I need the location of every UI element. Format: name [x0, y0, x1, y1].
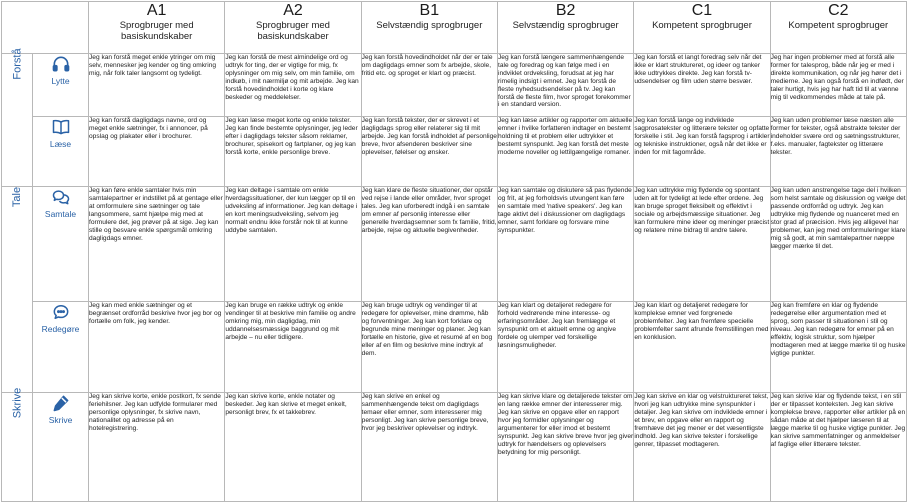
descriptor-cell	[770, 116, 906, 186]
descriptor-cell	[361, 54, 497, 117]
descriptor-cell	[770, 302, 906, 393]
descriptor-cell	[89, 116, 225, 186]
descriptor-text: Jeg kan samtale og diskutere så pas flydende og frit, at jeg forholdsvis utvungent kan føre en samtale med 'native speakers'. Jeg kan tage aktivt del i diskussioner om dagligdags emner, samt forklare og forsvare mine synspunkter.	[497, 187, 632, 234]
descriptor-text: Jeg kan læse artikler og rapporter om aktuelle emner i hvilke forfatteren indtager en bestemt holdning til et problem eller udtrykker et bestemt synspunkt. Jeg kan forstå det meste moderne noveller og lettilgængelige romaner.	[497, 116, 633, 156]
descriptor-cell	[497, 116, 633, 186]
category-label: Forstå	[11, 48, 24, 80]
skill-label: Læse	[49, 138, 72, 149]
descriptor-cell	[634, 393, 770, 502]
category-skrive	[2, 388, 33, 502]
descriptor-text: Jeg kan skrive korte, enkle notater og beskeder. Jeg kan skrive et meget enkelt, personligt brev, fx et takkebrev.	[225, 393, 347, 417]
open-book-icon	[51, 117, 71, 137]
descriptor-cell	[361, 302, 497, 393]
descriptor-text: Jeg kan deltage i samtale om enkle hverdagssituationer, der kun lægger op til en udveksling af informationer. Jeg kan deltage i en kort meningsudveksling, selvom jeg normalt endnu ikke forstår nok til at kunne uddybe samtalen.	[225, 187, 358, 234]
level-header-a1	[89, 2, 225, 54]
level-code: B2	[555, 2, 576, 19]
descriptor-cell	[770, 187, 906, 302]
chat-bubble-icon	[51, 302, 71, 322]
descriptor-cell	[770, 54, 906, 117]
descriptor-text: Jeg kan klart og detaljeret redegøre for forhold vedrørende mine interesse- og erfaringsområder. Jeg kan fremlægge et synspunkt om et aktuelt emne og angive fordele og ulemper ved forskellige løsningsmuligheder.	[497, 302, 617, 349]
descriptor-cell	[634, 54, 770, 117]
descriptor-text: Jeg kan skrive en enkel og sammenhængende tekst om dagligdags temaer eller emner, som interesserer mig personligt. Jeg kan skrive personlige breve, hvor jeg beskriver oplevelser og indtryk.	[361, 393, 489, 433]
level-code: A1	[146, 2, 167, 19]
descriptor-cell	[361, 116, 497, 186]
descriptor-cell	[361, 393, 497, 502]
descriptor-text: Jeg kan forstå lange og indviklede sagprosatekster og litterære tekster og opfatte forskelle i stil. Jeg kan forstå fagsprog i artikler og tekniske instruktioner, også når det ikke er inden for mit fagområde.	[634, 116, 770, 156]
descriptor-cell	[497, 393, 633, 502]
level-code: C1	[691, 2, 713, 19]
descriptor-cell	[497, 187, 633, 302]
pen-icon	[51, 393, 71, 413]
skill-row-lytte	[2, 54, 907, 117]
descriptor-text: Jeg kan skrive korte, enkle postkort, fx sende feriehilsner. Jeg kan udfylde formularer med personlige oplysninger, fx skrive navn, nationalitet og adresse på en hotelregistrering.	[89, 393, 221, 433]
skill-row-skrive	[2, 393, 907, 502]
level-header-a2	[225, 2, 361, 54]
descriptor-cell	[89, 187, 225, 302]
descriptor-text: Jeg kan uden problemer læse næsten alle former for tekster, også abstrakte tekster der indeholder svære ord og sætningsstrukturer, f.eks. manualer, fagtekster og litterære tekster.	[770, 116, 901, 156]
skill-row-laese	[2, 116, 907, 186]
descriptor-text: Jeg kan klart og detaljeret redegøre for komplekse emner ved forgrenede problemfelter. Jeg kan fremføre specielle problemfelter samt afrunde fremstillingen med en konklusion.	[634, 302, 769, 342]
skill-row-samtale	[2, 187, 907, 302]
descriptor-cell	[225, 187, 361, 302]
category-label: Skrive	[11, 388, 24, 419]
descriptor-cell	[225, 54, 361, 117]
level-code: A2	[283, 2, 303, 19]
descriptor-cell	[634, 116, 770, 186]
descriptor-text: Jeg kan skrive klar og flydende tekst, i en stil der er tilpasset konteksten. Jeg kan skrive komplekse breve, rapporter eller artikler på en sådan måde at det hjælper læseren til at lægge mærke til og huske vigtige punkter. Jeg kan skrive sammenfatninger og anmeldelser af faglige eller litterære tekster.	[770, 393, 906, 448]
descriptor-cell	[634, 187, 770, 302]
level-header-b1	[361, 2, 497, 54]
skill-row-redegore	[2, 302, 907, 393]
level-header-row	[2, 2, 907, 54]
level-name: Selvstændig sprogbruger	[376, 20, 483, 31]
descriptor-text: Jeg kan fremføre en klar og flydende redegørelse eller argumentation med et sprog, som passer til situationen i stil og niveau. Jeg kan redegøre for emner på en effektiv, logisk struktur, som hjælper modtageren med at lægge mærke til og huske vigtige punkter.	[770, 302, 906, 357]
descriptor-cell	[89, 302, 225, 393]
corner-cell	[2, 2, 89, 54]
headphones-icon	[51, 54, 71, 74]
category-forsta	[2, 48, 33, 187]
level-name: Kompetent sprogbruger	[652, 20, 752, 31]
level-header-b2	[497, 2, 633, 54]
descriptor-text: Jeg kan forstå et langt foredrag selv når det ikke er klart struktureret, og ideer og tanker ikke udtrykkes direkte. Jeg kan forstå tv-udsendelser og film uden større besvær.	[634, 54, 762, 85]
descriptor-text: Jeg kan føre enkle samtaler hvis min samtalepartner er indstillet på at gentage eller at omformulere sine sætninger og tale langsommere, samt hjælpe mig med at formulere det, jeg prøver på at sige. Jeg kan stille og besvare enkle spørgsmål omkring dagligdags emner.	[89, 187, 223, 242]
level-header-c1	[634, 2, 770, 54]
descriptor-text: Jeg har ingen problemer med at forstå alle former for talesprog, både når jeg er med i direkte kommunikation, og når jeg hører det i medierne. Jeg kan også forstå en indfødt, der taler hurtigt, hvis jeg har haft tid til at vænne mig til vedkommendes måde at tale på.	[770, 54, 904, 101]
skill-cell-redegore	[33, 302, 89, 393]
category-label: Tale	[11, 187, 23, 208]
skill-label: Skrive	[48, 415, 73, 426]
descriptor-text: Jeg kan klare de fleste situationer, der opstår ved rejse i lande eller områder, hvor sproget tales. Jeg kan uforberedt indgå i en samtale om emner af personlig interesse eller generelle hverdagsemner som fx familie, fritid, arbejde, rejse og aktuelle begivenheder.	[361, 187, 497, 234]
descriptor-cell	[89, 54, 225, 117]
descriptor-text: Jeg kan forstå længere sammenhængende tale og foredrag og kan følge med i en indviklet ordveksling, forudsat at jeg har rimelig indsigt i emnet. Jeg kan forstå de fleste nyhedsudsendelser på tv. Jeg kan forstå de fleste film, hvor sproget forekommer i en standard version.	[497, 54, 631, 109]
level-name: Sprogbruger med basiskundskaber	[256, 20, 330, 42]
descriptor-text: Jeg kan læse meget korte og enkle tekster. Jeg kan finde bestemte oplysninger, jeg leder efter i dagligdags tekster såsom reklamer, brochurer, spisekort og fartplaner, og jeg kan forstå korte, enkle personlige breve.	[225, 116, 358, 156]
descriptor-cell	[89, 393, 225, 502]
skill-cell-skrive	[33, 393, 89, 502]
descriptor-text: Jeg kan forstå dagligdags navne, ord og meget enkle sætninger, fx i annoncer, på opslag og plakater eller i brochurer.	[89, 116, 208, 140]
descriptor-text: Jeg kan bruge udtryk og vendinger til at redegøre for oplevelser, mine drømme, håb og forventninger. Jeg kan kort forklare og begrunde mine meninger og planer. Jeg kan fortælle en historie, give et resumé af en bog eller af en film og beskrive mine indtryk af dem.	[361, 302, 493, 357]
skill-label: Redegøre	[41, 324, 80, 335]
skill-cell-samtale	[33, 187, 89, 302]
descriptor-text: Jeg kan med enkle sætninger og et begrænset ordforråd beskrive hvor jeg bor og fortælle om folk, jeg kender.	[89, 302, 222, 326]
descriptor-cell	[497, 302, 633, 393]
skill-cell-lytte	[33, 54, 89, 117]
cefr-self-assessment-grid	[1, 1, 907, 502]
level-header-c2	[770, 2, 906, 54]
level-name: Selvstændig sprogbruger	[512, 20, 619, 31]
skill-cell-laese	[33, 116, 89, 186]
skill-label: Lytte	[51, 76, 70, 87]
descriptor-text: Jeg kan bruge en række udtryk og enkle vendinger til at beskrive min familie og andre omkring mig, min dagligdag, min uddannelsesmæssige baggrund og mit arbejde – nu eller tidligere.	[225, 302, 356, 342]
speech-bubbles-icon	[51, 187, 71, 207]
descriptor-cell	[225, 302, 361, 393]
level-code: C2	[828, 2, 849, 19]
level-code: B1	[419, 2, 440, 19]
descriptor-text: Jeg kan forstå tekster, der er skrevet i et dagligdags sprog eller relaterer sig til mit arbejde. Jeg kan forstå indholdet af personlige breve, hvor afsenderen beskriver sine oplevelser, følelser og ønsker.	[361, 116, 497, 156]
descriptor-cell	[770, 393, 906, 502]
descriptor-cell	[225, 116, 361, 186]
descriptor-text: Jeg kan skrive klare og detaljerede tekster om en lang række emner der interesserer mig. Jeg kan skrive en opgave eller en rapport hvor jeg formidler oplysninger og argumenterer for eller imod et bestemt synspunkt. Jeg kan skrive breve hvor jeg giver udtryk for hændelsers og oplevelsers betydning for mig personligt.	[497, 393, 634, 456]
descriptor-cell	[497, 54, 633, 117]
skill-label: Samtale	[44, 209, 77, 220]
descriptor-text: Jeg kan forstå meget enkle ytringer om mig selv, mennesker jeg kender og ting omkring mig, når folk taler langsomt og tydeligt.	[89, 54, 217, 77]
level-name: Sprogbruger med basiskundskaber	[119, 20, 194, 42]
descriptor-cell	[361, 187, 497, 302]
descriptor-cell	[225, 393, 361, 502]
descriptor-text: Jeg kan forstå hovedindholdet når der er tale om dagligdags emner som fx arbejde, skole, fritid etc. og sproget er klart og præcist.	[361, 54, 493, 77]
descriptor-text: Jeg kan skrive en klar og velstruktureret tekst, hvori jeg kan udtrykke mine synspunkter i detaljer. Jeg kan skrive om indviklede emner i et brev, en opgave eller en rapport og fremhæve det jeg mener er det væsentligste indhold. Jeg kan skrive tekster i forskellige genrer, tilpasset modtageren.	[634, 393, 769, 448]
category-tale	[2, 187, 33, 393]
descriptor-text: Jeg kan uden anstrengelse tage del i hvilken som helst samtale og diskussion og vælge det passende ordforråd og udtryk. Jeg kan udtrykke mig flydende og nuanceret med en stor grad af præcision. Hvis jeg alligevel har problemer, kan jeg med omformuleringer klare mig så godt, at min samtalepartner næppe lægger mærke til det.	[770, 187, 906, 250]
descriptor-cell	[634, 302, 770, 393]
level-name: Kompetent sprogbruger	[788, 20, 889, 31]
descriptor-text: Jeg kan udtrykke mig flydende og spontant uden alt for tydeligt at lede efter ordene. Jeg kan bruge sproget fleksibelt og effektivt i sociale og arbejdsmæssige situationer. Jeg kan formulere mine ideer og meninger præcist og relatere mine bidrag til andre talere.	[634, 187, 770, 234]
descriptor-text: Jeg kan forstå de mest almindelige ord og udtryk for ting, der er vigtige for mig, fx oplysninger om mig selv, om min familie, om indkøb, i mit nærmiljø og mit arbejde. Jeg kan forstå hovedindholdet i korte og klare beskeder og meddelelser.	[225, 54, 359, 101]
